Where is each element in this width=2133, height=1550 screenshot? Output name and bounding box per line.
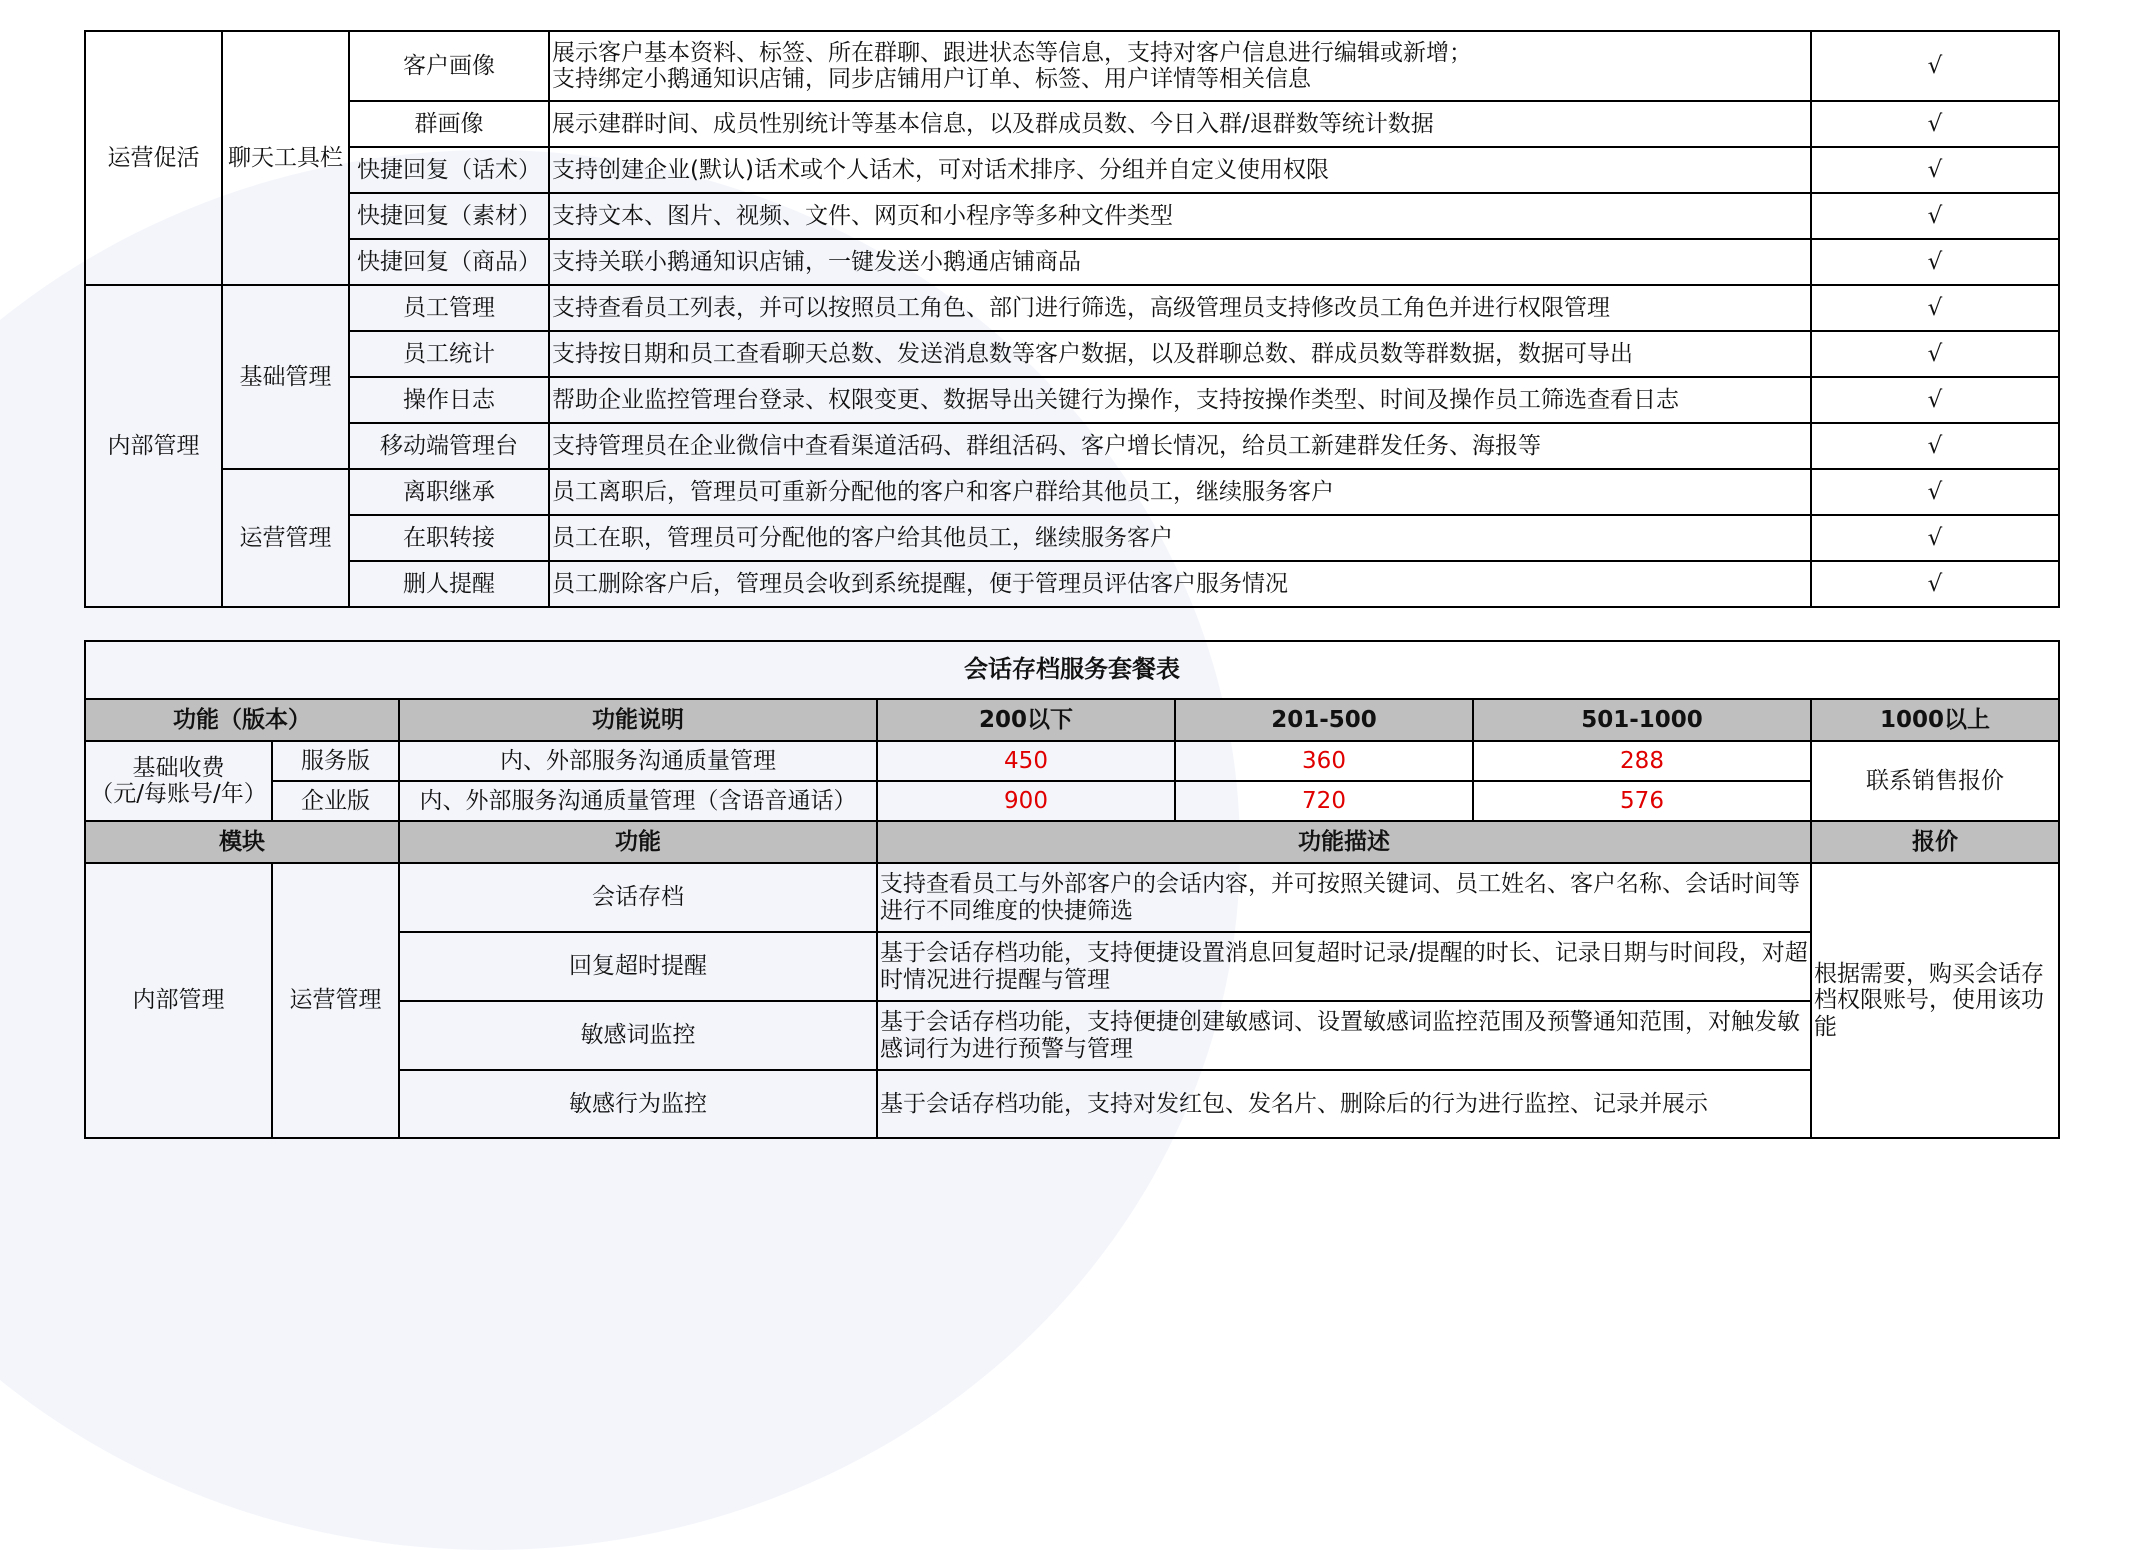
price-cell: 360 [1175, 741, 1473, 781]
header-cell: 功能说明 [399, 699, 877, 741]
check-cell: √ [1811, 193, 2059, 239]
price-row [85, 741, 2059, 781]
table-row [85, 561, 2059, 607]
description-cell: 支持管理员在企业微信中查看渠道活码、群组活码、客户增长情况，给员工新建群发任务、海报等 [549, 423, 1811, 469]
table-row [85, 239, 2059, 285]
description-cell: 支持按日期和员工查看聊天总数、发送消息数等客户数据，以及群聊总数、群成员数等群数据，数据可导出 [549, 331, 1811, 377]
table-row [85, 193, 2059, 239]
feature-cell: 客户画像 [349, 31, 549, 101]
table-title-row [85, 641, 2059, 699]
price-cell: 900 [877, 781, 1175, 821]
table-row [85, 515, 2059, 561]
check-cell: √ [1811, 515, 2059, 561]
table-title: 会话存档服务套餐表 [85, 641, 2059, 699]
module-feature-cell: 敏感行为监控 [399, 1070, 877, 1138]
contact-sales-cell: 联系销售报价 [1811, 741, 2059, 821]
price-row [85, 781, 2059, 821]
module-row [85, 863, 2059, 932]
price-cell: 576 [1473, 781, 1811, 821]
header-cell: 功能描述 [877, 821, 1811, 863]
subgroup-cell: 聊天工具栏 [222, 31, 349, 285]
pricing-label: 基础收费 [132, 754, 225, 781]
description-cell: 展示建群时间、成员性别统计等基本信息，以及群成员数、今日入群/退群数等统计数据 [549, 101, 1811, 147]
feature-cell: 员工统计 [349, 331, 549, 377]
pricing-label-cell [85, 741, 272, 821]
module-desc-cell: 支持查看员工与外部客户的会话内容，并可按照关键词、员工姓名、客户名称、会话时间等进行不同维度的快捷筛选 [877, 863, 1811, 932]
header-cell: 模块 [85, 821, 399, 863]
module-subcategory-cell: 运营管理 [272, 863, 399, 1138]
table-row [85, 331, 2059, 377]
module-desc-cell: 基于会话存档功能，支持对发红包、发名片、删除后的行为进行监控、记录并展示 [877, 1070, 1811, 1138]
pricing-unit: （元/每账号/年） [90, 781, 267, 807]
feature-cell: 移动端管理台 [349, 423, 549, 469]
description-cell: 支持查看员工列表，并可以按照员工角色、部门进行筛选，高级管理员支持修改员工角色并进行权限管理 [549, 285, 1811, 331]
description-cell: 员工在职，管理员可分配他的客户给其他员工，继续服务客户 [549, 515, 1811, 561]
header-cell: 200以下 [877, 699, 1175, 741]
feature-cell: 员工管理 [349, 285, 549, 331]
description-cell: 支持文本、图片、视频、文件、网页和小程序等多种文件类型 [549, 193, 1811, 239]
check-cell: √ [1811, 239, 2059, 285]
feature-cell: 操作日志 [349, 377, 549, 423]
price-header-row [85, 699, 2059, 741]
check-cell: √ [1811, 285, 2059, 331]
edition-cell: 服务版 [272, 741, 399, 781]
category-cell: 内部管理 [85, 285, 222, 607]
price-cell: 720 [1175, 781, 1473, 821]
header-cell: 501-1000 [1473, 699, 1811, 741]
module-feature-cell: 回复超时提醒 [399, 932, 877, 1001]
module-feature-cell: 会话存档 [399, 863, 877, 932]
description-cell: 员工删除客户后，管理员会收到系统提醒，便于管理员评估客户服务情况 [549, 561, 1811, 607]
description-cell: 支持关联小鹅通知识店铺，一键发送小鹅通店铺商品 [549, 239, 1811, 285]
feature-cell: 快捷回复（商品） [349, 239, 549, 285]
price-cell: 288 [1473, 741, 1811, 781]
feature-cell: 快捷回复（素材） [349, 193, 549, 239]
feature-cell: 群画像 [349, 101, 549, 147]
check-cell: √ [1811, 147, 2059, 193]
header-cell: 报价 [1811, 821, 2059, 863]
description-line: 支持绑定小鹅通知识店铺，同步店铺用户订单、标签、用户详情等相关信息 [552, 66, 1311, 92]
edition-desc-cell: 内、外部服务沟通质量管理（含语音通话） [399, 781, 877, 821]
feature-cell: 快捷回复（话术） [349, 147, 549, 193]
module-desc-cell: 基于会话存档功能，支持便捷创建敏感词、设置敏感词监控范围及预警通知范围，对触发敏感词行为进行预警与管理 [877, 1001, 1811, 1070]
description-cell: 员工离职后，管理员可重新分配他的客户和客户群给其他员工，继续服务客户 [549, 469, 1811, 515]
edition-desc-cell: 内、外部服务沟通质量管理 [399, 741, 877, 781]
price-cell: 450 [877, 741, 1175, 781]
description-cell [549, 31, 1811, 101]
table-row [85, 285, 2059, 331]
check-cell: √ [1811, 331, 2059, 377]
table-row [85, 469, 2059, 515]
check-cell: √ [1811, 561, 2059, 607]
quote-cell: 根据需要，购买会话存档权限账号，使用该功能 [1811, 863, 2059, 1138]
description-line: 展示客户基本资料、标签、所在群聊、跟进状态等信息，支持对客户信息进行编辑或新增； [552, 39, 1472, 66]
header-cell: 201-500 [1175, 699, 1473, 741]
check-cell: √ [1811, 31, 2059, 101]
header-cell: 功能（版本） [85, 699, 399, 741]
module-header-row [85, 821, 2059, 863]
feature-cell: 删人提醒 [349, 561, 549, 607]
check-cell: √ [1811, 377, 2059, 423]
check-cell: √ [1811, 101, 2059, 147]
feature-cell: 在职转接 [349, 515, 549, 561]
subgroup-cell: 基础管理 [222, 285, 349, 469]
description-cell: 帮助企业监控管理台登录、权限变更、数据导出关键行为操作，支持按操作类型、时间及操作员工筛选查看日志 [549, 377, 1811, 423]
check-cell: √ [1811, 469, 2059, 515]
edition-cell: 企业版 [272, 781, 399, 821]
module-desc-cell: 基于会话存档功能，支持便捷设置消息回复超时记录/提醒的时长、记录日期与时间段，对超时情况进行提醒与管理 [877, 932, 1811, 1001]
header-cell: 1000以上 [1811, 699, 2059, 741]
header-cell: 功能 [399, 821, 877, 863]
category-cell: 运营促活 [85, 31, 222, 285]
feature-table [84, 30, 2060, 608]
table-row [85, 423, 2059, 469]
module-feature-cell: 敏感词监控 [399, 1001, 877, 1070]
module-category-cell: 内部管理 [85, 863, 272, 1138]
table-row [85, 377, 2059, 423]
subgroup-cell: 运营管理 [222, 469, 349, 607]
table-row [85, 101, 2059, 147]
table-row [85, 31, 2059, 101]
feature-cell: 离职继承 [349, 469, 549, 515]
check-cell: √ [1811, 423, 2059, 469]
pricing-table [84, 640, 2060, 1139]
description-cell: 支持创建企业(默认)话术或个人话术，可对话术排序、分组并自定义使用权限 [549, 147, 1811, 193]
table-row [85, 147, 2059, 193]
